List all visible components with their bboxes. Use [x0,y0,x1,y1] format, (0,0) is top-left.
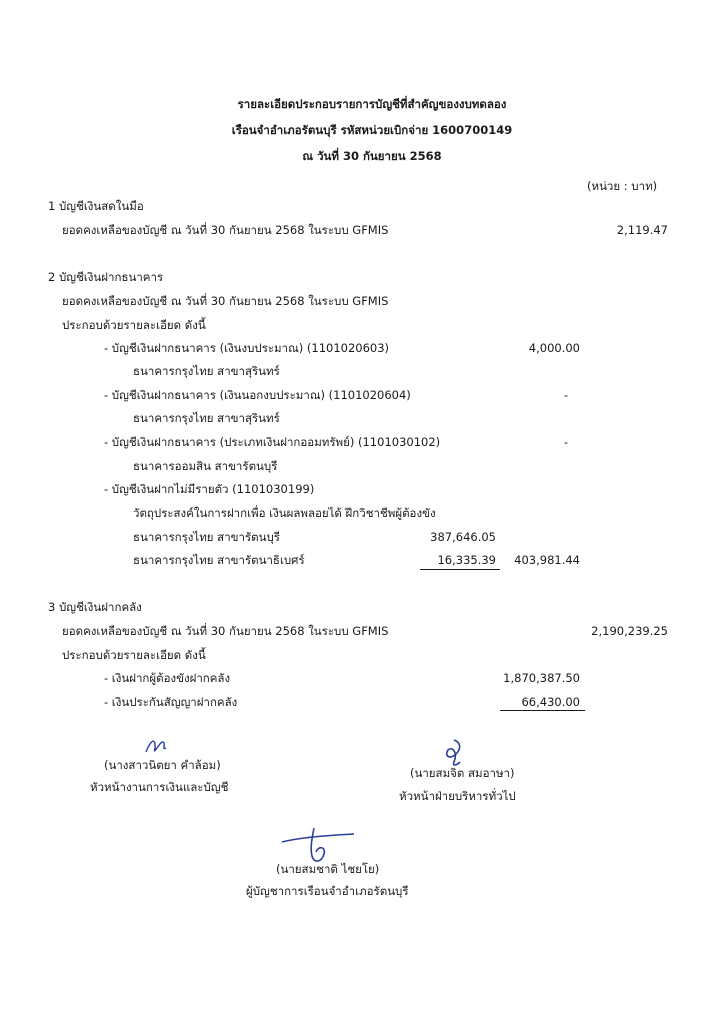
section2-item2-bank: ธนาคารกรุงไทย สาขาสุรินทร์ [133,411,280,425]
signature-right-position: หัวหน้าฝ่ายบริหารทั่วไป [399,789,516,803]
unit-label: (หน่วย : บาท) [587,179,658,193]
section3-detail-label: ประกอบด้วยรายละเอียด ดังนี้ [62,648,206,662]
section2-item1-bank: ธนาคารกรุงไทย สาขาสุรินทร์ [133,364,280,378]
signature-bottom-name: (นายสมชาติ ไชยโย) [276,862,380,876]
section2-item4-purpose: วัตถุประสงค์ในการฝากเพื่อ เงินผลพลอยได้ ฝึกวิชาชีพผู้ต้องขัง [133,506,436,520]
section2-item1-amount: 4,000.00 [528,341,580,355]
section3-underline [500,710,585,711]
section2-detail-label: ประกอบด้วยรายละเอียด ดังนี้ [62,318,206,332]
section2-item3-bank: ธนาคารออมสิน สาขารัตนบุรี [133,459,278,473]
section2-item4-total: 403,981.44 [514,553,580,567]
section2-item4-amount-a: 387,646.05 [430,530,496,544]
section3-item2-amount: 66,430.00 [521,695,580,709]
section3-item1-label: - เงินฝากผู้ต้องขังฝากคลัง [104,671,231,685]
signature-bottom-position: ผู้บัญชาการเรือนจำอำเภอรัตนบุรี [246,884,409,898]
section2-item4-bank-b: ธนาคารกรุงไทย สาขารัตนาธิเบศร์ [133,553,305,567]
section2-item2-label: - บัญชีเงินฝากธนาคาร (เงินนอกงบประมาณ) (1101020604) [104,388,411,402]
signature-left-name: (นางสาวนิตยา คำล้อม) [104,758,221,772]
section3-item1-amount: 1,870,387.50 [503,671,580,685]
section3-balance: 2,190,239.25 [591,624,668,638]
section1-balance-label: ยอดคงเหลือของบัญชี ณ วันที่ 30 กันยายน 2568 ในระบบ GFMIS [62,223,389,237]
signature-right-name: (นายสมจิต สมอาษา) [410,766,515,780]
section1-title: 1 บัญชีเงินสดในมือ [48,199,144,213]
section2-item3-amount: - [563,435,568,449]
section2-balance-label: ยอดคงเหลือของบัญชี ณ วันที่ 30 กันยายน 2568 ในระบบ GFMIS [62,294,389,308]
section1-balance: 2,119.47 [616,223,668,237]
section2-item4-label: - บัญชีเงินฝากไม่มีรายตัว (1101030199) [104,482,315,496]
section2-title: 2 บัญชีเงินฝากธนาคาร [48,270,164,284]
section3-title: 3 บัญชีเงินฝากคลัง [48,600,142,614]
section2-item1-label: - บัญชีเงินฝากธนาคาร (เงินงบประมาณ) (1101020603) [104,341,390,355]
section3-balance-label: ยอดคงเหลือของบัญชี ณ วันที่ 30 กันยายน 2568 ในระบบ GFMIS [62,624,389,638]
section2-item4-bank-a: ธนาคารกรุงไทย สาขารัตนบุรี [133,530,280,544]
report-date: ณ วันที่ 30 กันยายน 2568 [302,149,442,163]
section2-item2-amount: - [563,388,568,402]
section2-item3-label: - บัญชีเงินฝากธนาคาร (ประเภทเงินฝากออมทรัพย์) (1101030102) [104,435,441,449]
signature-left-scribble [142,734,170,758]
section3-item2-label: - เงินประกันสัญญาฝากคลัง [104,695,238,709]
section2-item4-amount-b: 16,335.39 [437,553,496,567]
report-subtitle: เรือนจำอำเภอรัตนบุรี รหัสหน่วยเบิกจ่าย 1600700149 [231,123,513,137]
report-title: รายละเอียดประกอบรายการบัญชีที่สำคัญของงบทดลอง [237,97,507,111]
signature-right-scribble [436,736,472,768]
signature-left-position: หัวหน้างานการเงินและบัญชี [90,780,229,794]
subtotal-underline [420,569,500,570]
